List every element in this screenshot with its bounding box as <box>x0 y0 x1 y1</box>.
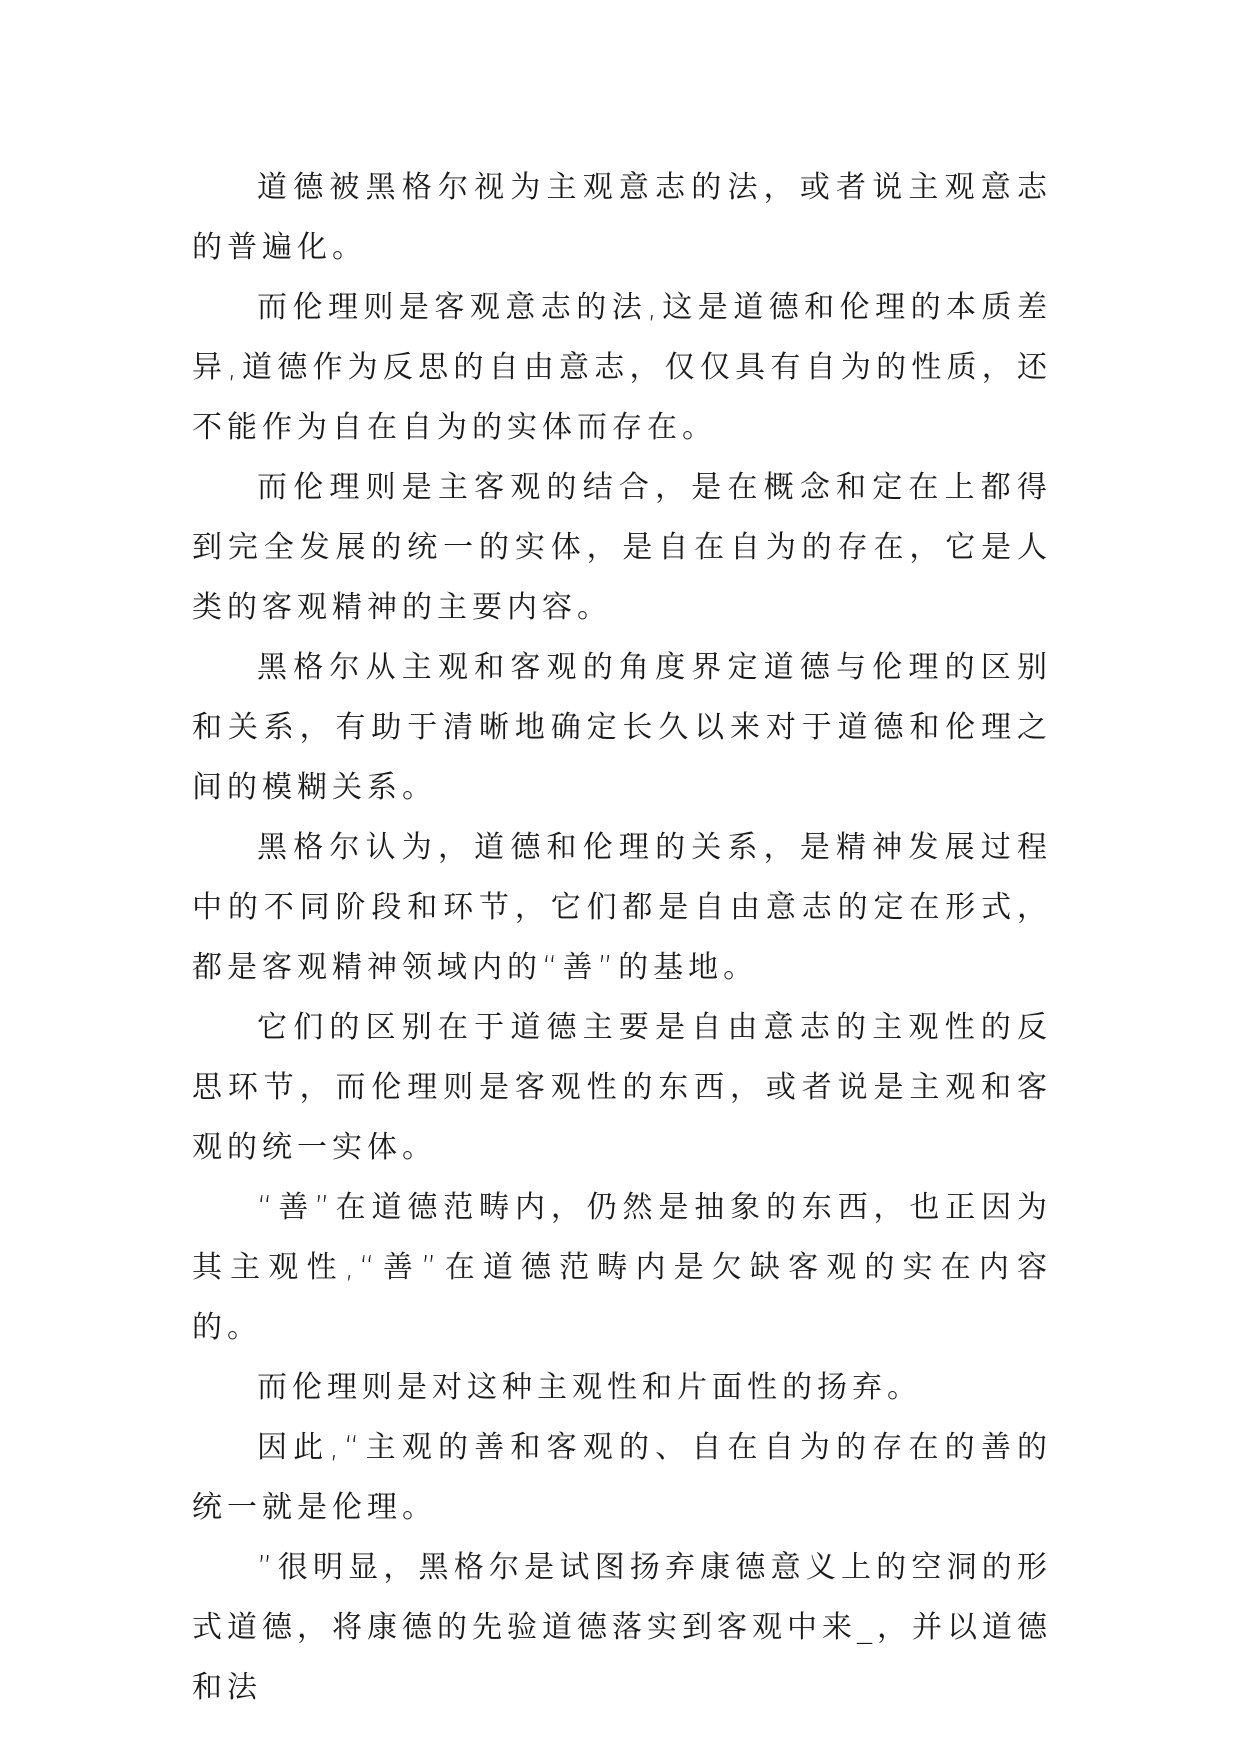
paragraph-9: 因此,“主观的善和客观的、自在自为的存在的善的统一就是伦理。 <box>192 1430 1052 1525</box>
paragraph-7: “善”在道德范畴内，仍然是抽象的东西，也正因为其主观性,“善”在道德范畴内是欠缺客观的实在内容的。 <box>192 1190 1052 1345</box>
paragraph-5: 黑格尔认为，道德和伦理的关系，是精神发展过程中的不同阶段和环节，它们都是自由意志的定在形式，都是客观精神领域内的“善”的基地。 <box>192 830 1052 985</box>
document-body <box>192 158 1052 1718</box>
paragraph-1: 道德被黑格尔视为主观意志的法，或者说主观意志的普遍化。 <box>192 170 1052 265</box>
paragraph-8: 而伦理则是对这种主观性和片面性的扬弃。 <box>257 1370 922 1405</box>
paragraph-3: 而伦理则是主客观的结合，是在概念和定在上都得到完全发展的统一的实体，是自在自为的存在，它是人类的客观精神的主要内容。 <box>192 470 1052 625</box>
paragraph-6: 它们的区别在于道德主要是自由意志的主观性的反思环节，而伦理则是客观性的东西，或者说是主观和客观的统一实体。 <box>192 1010 1052 1165</box>
paragraph-10: ”很明显，黑格尔是试图扬弃康德意义上的空洞的形式道德，将康德的先验道德落实到客观中来_，并以道德和法 <box>192 1550 1052 1705</box>
paragraph-4: 黑格尔从主观和客观的角度界定道德与伦理的区别和关系，有助于清晰地确定长久以来对于道德和伦理之间的模糊关系。 <box>192 650 1052 805</box>
paragraph-2: 而伦理则是客观意志的法,这是道德和伦理的本质差异,道德作为反思的自由意志，仅仅具有自为的性质，还不能作为自在自为的实体而存在。 <box>192 290 1052 445</box>
